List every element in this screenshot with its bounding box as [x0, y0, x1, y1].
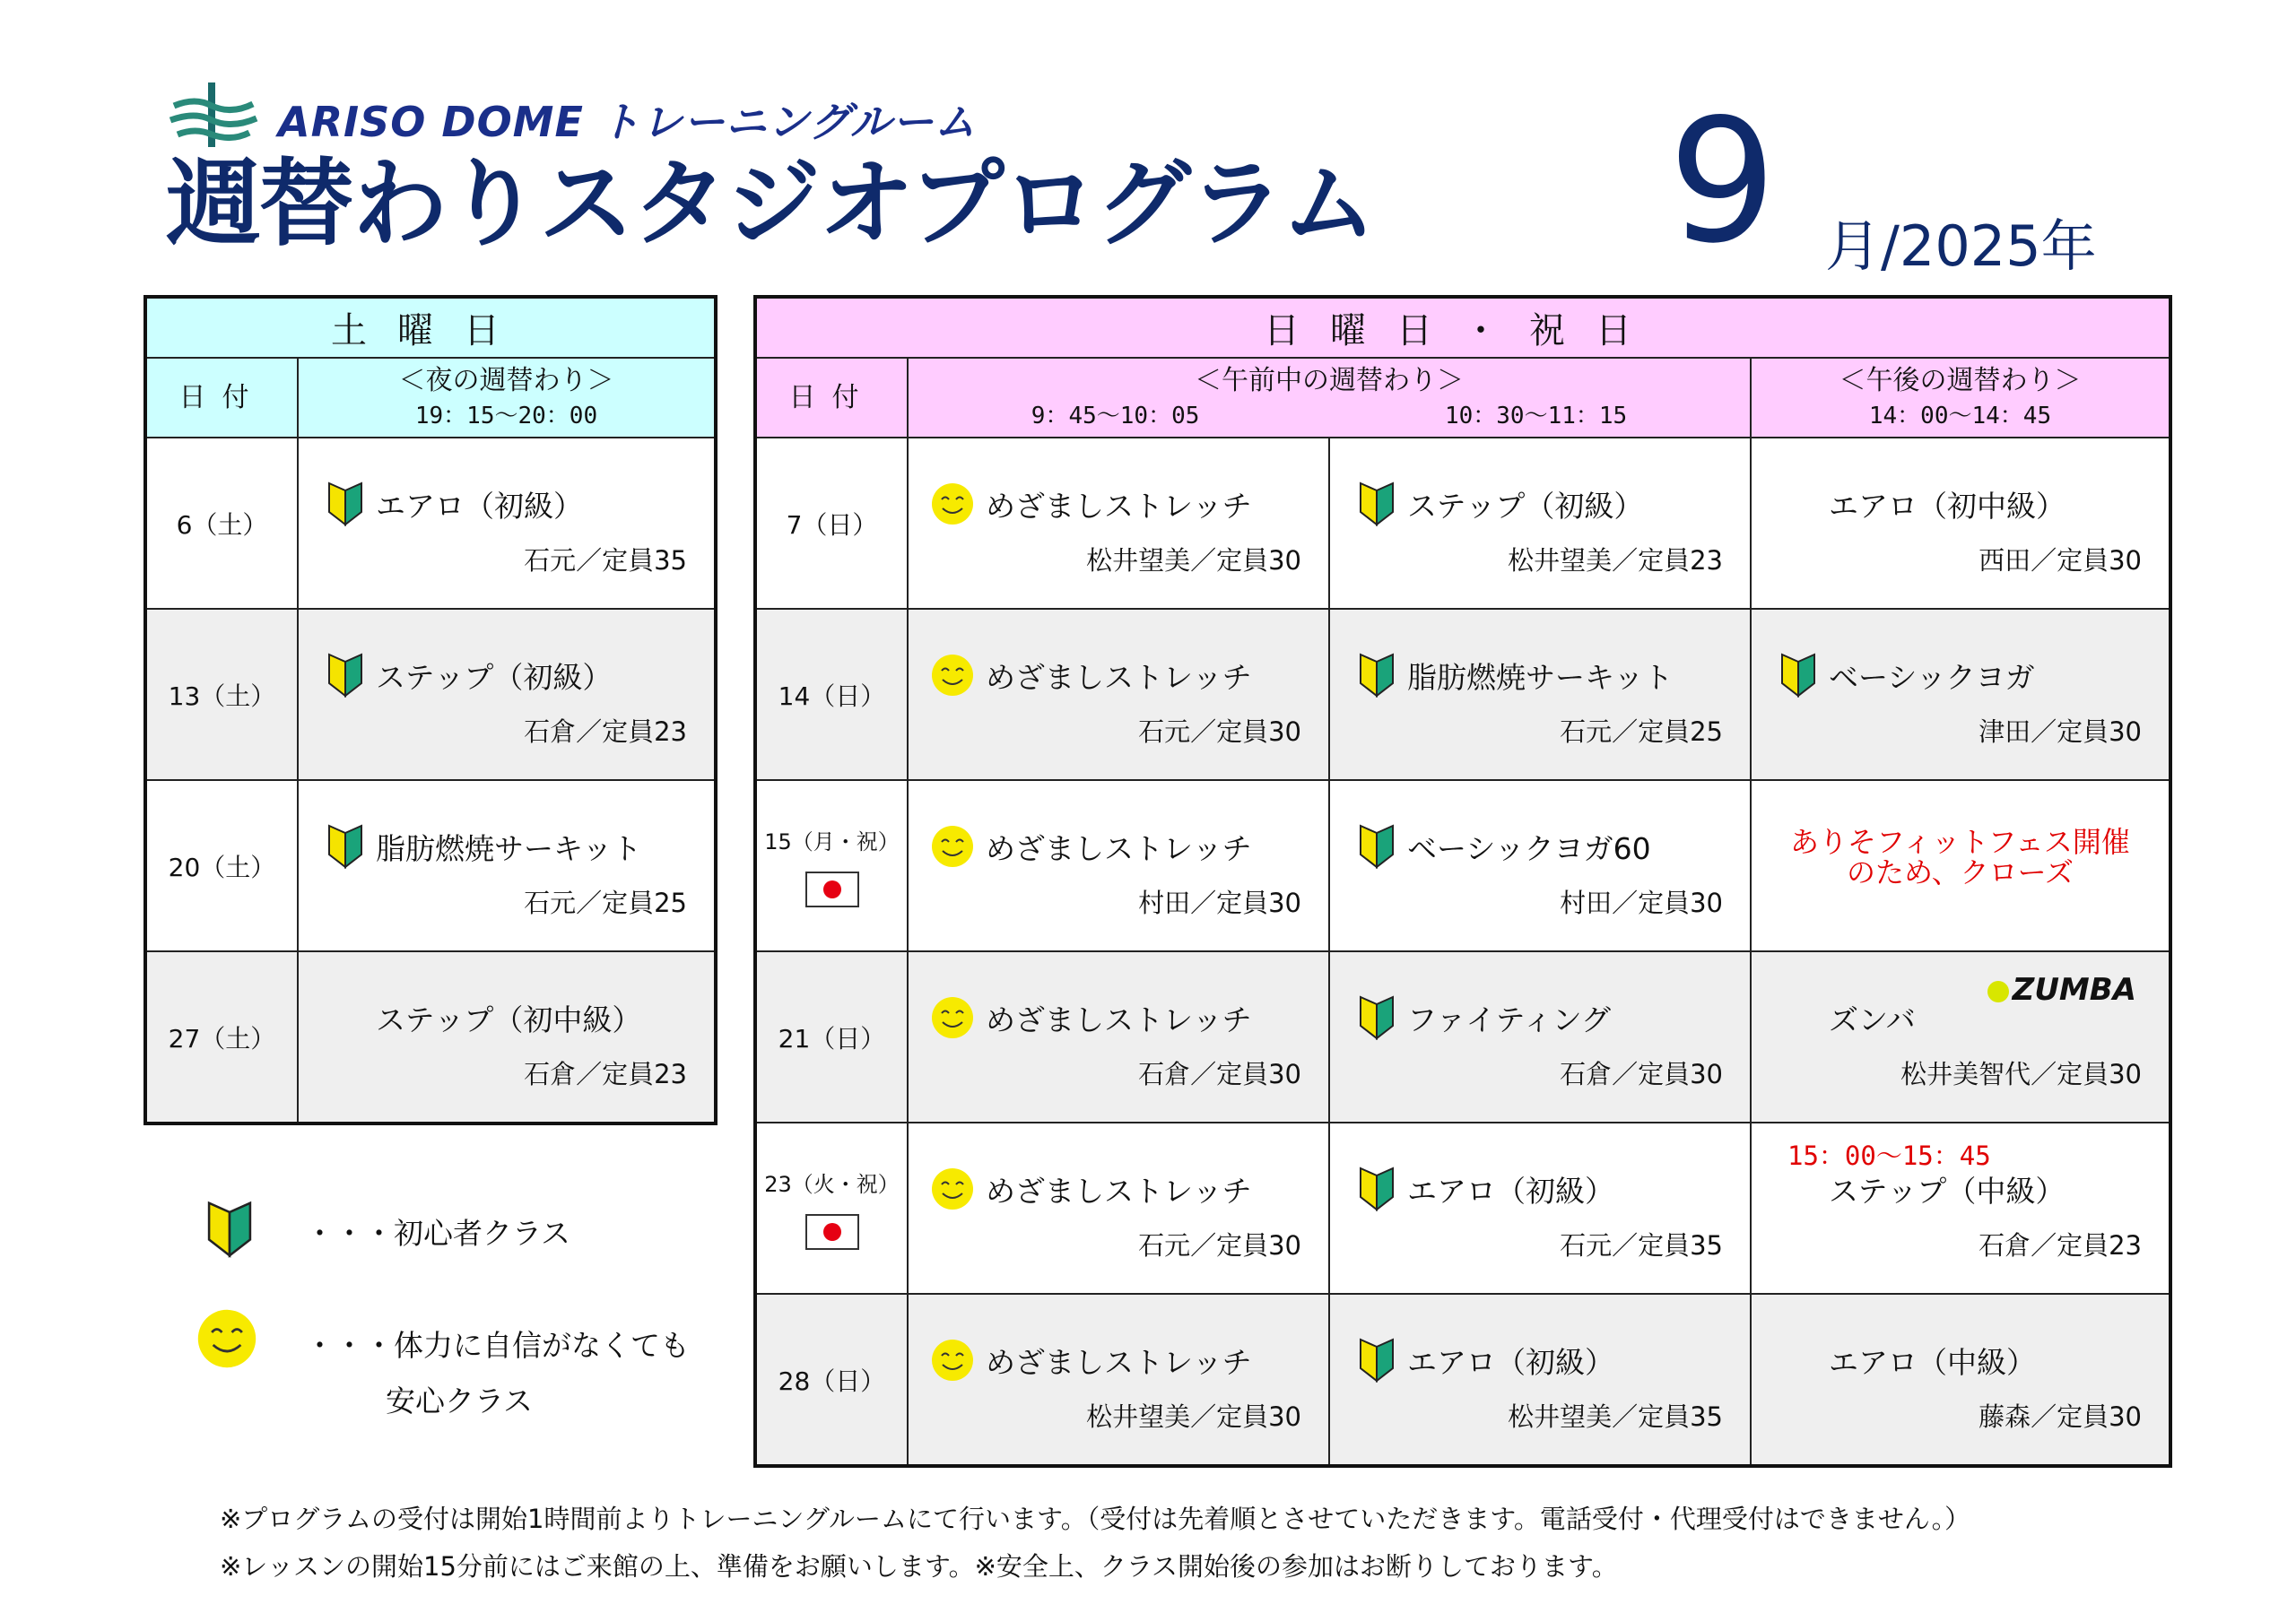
class-cell — [909, 1123, 1328, 1293]
date-label: 23（火・祝） — [764, 1172, 900, 1197]
night-slot-header — [298, 358, 716, 438]
class-cell — [909, 1295, 1328, 1464]
class-name: ベーシックヨガ — [1829, 660, 2035, 695]
table-row — [755, 609, 2170, 780]
class-name: めざましストレッチ — [986, 1002, 1252, 1037]
beginner-mark-icon — [1357, 1338, 1396, 1383]
table-row — [755, 1294, 2170, 1466]
date-cell: 13（土） — [145, 609, 298, 780]
note-line-1: ※プログラムの受付は開始1時間前よりトレーニングルームにて行います。（受付は先着順とさせていただきます。電話受付・代理受付はできません。） — [220, 1504, 1971, 1534]
instructor-capacity: 村田／定員30 — [1560, 888, 1723, 918]
beginner-mark-icon — [326, 481, 365, 526]
smiley-icon — [930, 1338, 975, 1383]
beginner-mark-icon — [1357, 824, 1396, 869]
class-cell — [299, 952, 714, 1122]
beginner-mark-icon — [1357, 995, 1396, 1040]
class-cell — [1752, 438, 2169, 608]
beginner-mark-icon — [1357, 481, 1396, 526]
table-row — [145, 609, 716, 780]
sunday-title: 日曜日・祝日 — [755, 297, 2170, 358]
class-name: ベーシックヨガ60 — [1407, 831, 1651, 866]
beginner-mark-icon — [1357, 1167, 1396, 1211]
class-cell — [1752, 952, 2169, 1122]
date-cell: 21（日） — [755, 951, 908, 1123]
class-cell — [909, 610, 1328, 779]
instructor-capacity: 松井望美／定員30 — [1086, 1401, 1301, 1432]
sunday-holiday-table — [753, 295, 2172, 1468]
instructor-capacity: 松井望美／定員30 — [1086, 545, 1301, 576]
class-name: ステップ（初級） — [1407, 489, 1644, 524]
instructor-capacity: 石倉／定員30 — [1138, 1059, 1301, 1089]
afternoon-slot-header — [1751, 358, 2170, 438]
legend-relax-text-1: ・・・体力に自信がなくても — [305, 1328, 690, 1363]
class-name: エアロ（初級） — [1407, 1174, 1614, 1209]
table-row — [145, 780, 716, 951]
class-cell — [1330, 952, 1750, 1122]
class-cell — [299, 438, 714, 608]
smiley-icon — [196, 1307, 258, 1370]
class-name: ズンバ — [1829, 1002, 1916, 1037]
class-name: めざましストレッチ — [986, 660, 1252, 695]
beginner-mark-icon — [1357, 653, 1396, 698]
instructor-capacity: 石元／定員30 — [1138, 716, 1301, 747]
instructor-capacity: 石倉／定員23 — [524, 1059, 687, 1089]
instructor-capacity: 津田／定員30 — [1979, 716, 2142, 747]
beginner-mark-icon — [204, 1198, 255, 1261]
class-cell — [909, 438, 1328, 608]
class-name: エアロ（中級） — [1829, 1345, 2036, 1380]
date-cell: 7（日） — [755, 438, 908, 609]
morning-slot-time-1: 9：45～10：05 — [1031, 403, 1200, 430]
afternoon-slot-time: 14：00～14：45 — [1868, 403, 2052, 430]
morning-slot-header — [908, 358, 1751, 438]
japan-flag-icon — [805, 1214, 859, 1250]
date-header: 日付 — [755, 358, 908, 438]
table-row — [755, 951, 2170, 1123]
zumba-dot-icon — [1987, 981, 2009, 1002]
class-name: 脂肪燃焼サーキット — [1407, 660, 1674, 695]
smiley-icon — [930, 1167, 975, 1211]
class-name: 脂肪燃焼サーキット — [376, 831, 642, 866]
instructor-capacity: 石元／定員25 — [1560, 716, 1723, 747]
instructor-capacity: 松井美智代／定員30 — [1900, 1059, 2142, 1089]
class-cell — [1752, 1295, 2169, 1464]
month-number: 9 — [1668, 82, 1777, 281]
morning-slot-time-2: 10：30～11：15 — [1444, 403, 1628, 430]
table-row — [145, 438, 716, 609]
instructor-capacity: 石倉／定員23 — [1979, 1230, 2142, 1261]
date-cell: 27（土） — [145, 951, 298, 1123]
instructor-capacity: 石元／定員25 — [524, 888, 687, 918]
instructor-capacity: 石元／定員35 — [524, 545, 687, 576]
class-cell — [909, 952, 1328, 1122]
class-cell — [1752, 781, 2169, 950]
morning-slot-label: ＜午前中の週替わり＞ — [1195, 365, 1464, 397]
closure-notice-line-2: のため、クローズ — [1846, 854, 2074, 889]
instructor-capacity: 石倉／定員23 — [524, 716, 687, 747]
instructor-capacity: 石元／定員35 — [1560, 1230, 1723, 1261]
instructor-capacity: 村田／定員30 — [1138, 888, 1301, 918]
date-label: 15（月・祝） — [764, 829, 900, 854]
class-name: めざましストレッチ — [986, 831, 1252, 866]
class-cell — [1752, 1123, 2169, 1293]
note-line-2: ※レッスンの開始15分前にはご来館の上、準備をお願いします。※安全上、クラス開始後の参加はお断りしております。 — [220, 1551, 1618, 1582]
special-time: 15：00～15：45 — [1787, 1141, 1991, 1171]
class-cell — [299, 781, 714, 950]
class-name: めざましストレッチ — [986, 1174, 1252, 1209]
class-name: ステップ（中級） — [1829, 1174, 2066, 1209]
table-row — [755, 780, 2170, 951]
japan-flag-icon — [805, 872, 859, 907]
date-cell — [755, 1123, 908, 1294]
closure-notice — [1752, 825, 2169, 889]
class-name: めざましストレッチ — [986, 1345, 1252, 1380]
saturday-table — [144, 295, 718, 1125]
table-row — [755, 1123, 2170, 1294]
class-cell — [1330, 438, 1750, 608]
class-name: エアロ（初級） — [376, 489, 583, 524]
class-name: めざましストレッチ — [986, 489, 1252, 524]
class-name: ステップ（初中級） — [376, 1002, 642, 1037]
class-cell — [909, 781, 1328, 950]
class-name: ステップ（初級） — [376, 660, 613, 695]
instructor-capacity: 西田／定員30 — [1979, 545, 2142, 576]
class-cell — [1330, 781, 1750, 950]
smiley-icon — [930, 995, 975, 1040]
date-cell: 6（土） — [145, 438, 298, 609]
class-cell — [1330, 610, 1750, 779]
date-cell: 28（日） — [755, 1294, 908, 1466]
smiley-icon — [930, 481, 975, 526]
brand-name: ARISO DOME トレーニングルーム — [278, 98, 977, 146]
legend-relax-text-2: 安心クラス — [386, 1383, 534, 1418]
class-cell — [1330, 1295, 1750, 1464]
slot-label: ＜夜の週替わり＞ — [398, 365, 614, 397]
instructor-capacity: 石倉／定員30 — [1560, 1059, 1723, 1089]
date-header: 日付 — [145, 358, 298, 438]
class-name: ファイティング — [1407, 1002, 1612, 1037]
date-cell: 14（日） — [755, 609, 908, 780]
legend-beginner-text: ・・・初心者クラス — [305, 1216, 571, 1251]
table-row — [755, 438, 2170, 609]
class-name: エアロ（初級） — [1407, 1345, 1614, 1380]
table-row — [145, 951, 716, 1123]
zumba-logo — [1987, 972, 2136, 1008]
saturday-title: 土曜日 — [145, 297, 716, 358]
slot-time: 19：15～20：00 — [414, 403, 598, 430]
class-cell — [299, 610, 714, 779]
month-year: 月/2025年 — [1825, 213, 2097, 279]
smiley-icon — [930, 824, 975, 869]
beginner-mark-icon — [326, 824, 365, 869]
class-name: エアロ（初中級） — [1829, 489, 2066, 524]
class-cell — [1752, 610, 2169, 779]
instructor-capacity: 石元／定員30 — [1138, 1230, 1301, 1261]
closure-notice-line-1: ありそフィットフェス開催 — [1790, 825, 2130, 859]
page-title: 週替わりスタジオプログラム — [166, 149, 1375, 259]
beginner-mark-icon — [326, 653, 365, 698]
date-cell — [755, 780, 908, 951]
instructor-capacity: 藤森／定員30 — [1979, 1401, 2142, 1432]
ariso-dome-logo — [169, 79, 258, 151]
instructor-capacity: 松井望美／定員35 — [1508, 1401, 1723, 1432]
afternoon-slot-label: ＜午後の週替わり＞ — [1839, 365, 2082, 397]
smiley-icon — [930, 653, 975, 698]
instructor-capacity: 松井望美／定員23 — [1508, 545, 1723, 576]
beginner-mark-icon — [1779, 653, 1818, 698]
zumba-logo-text: ZUMBA — [2012, 972, 2136, 1008]
date-cell: 20（土） — [145, 780, 298, 951]
class-cell — [1330, 1123, 1750, 1293]
